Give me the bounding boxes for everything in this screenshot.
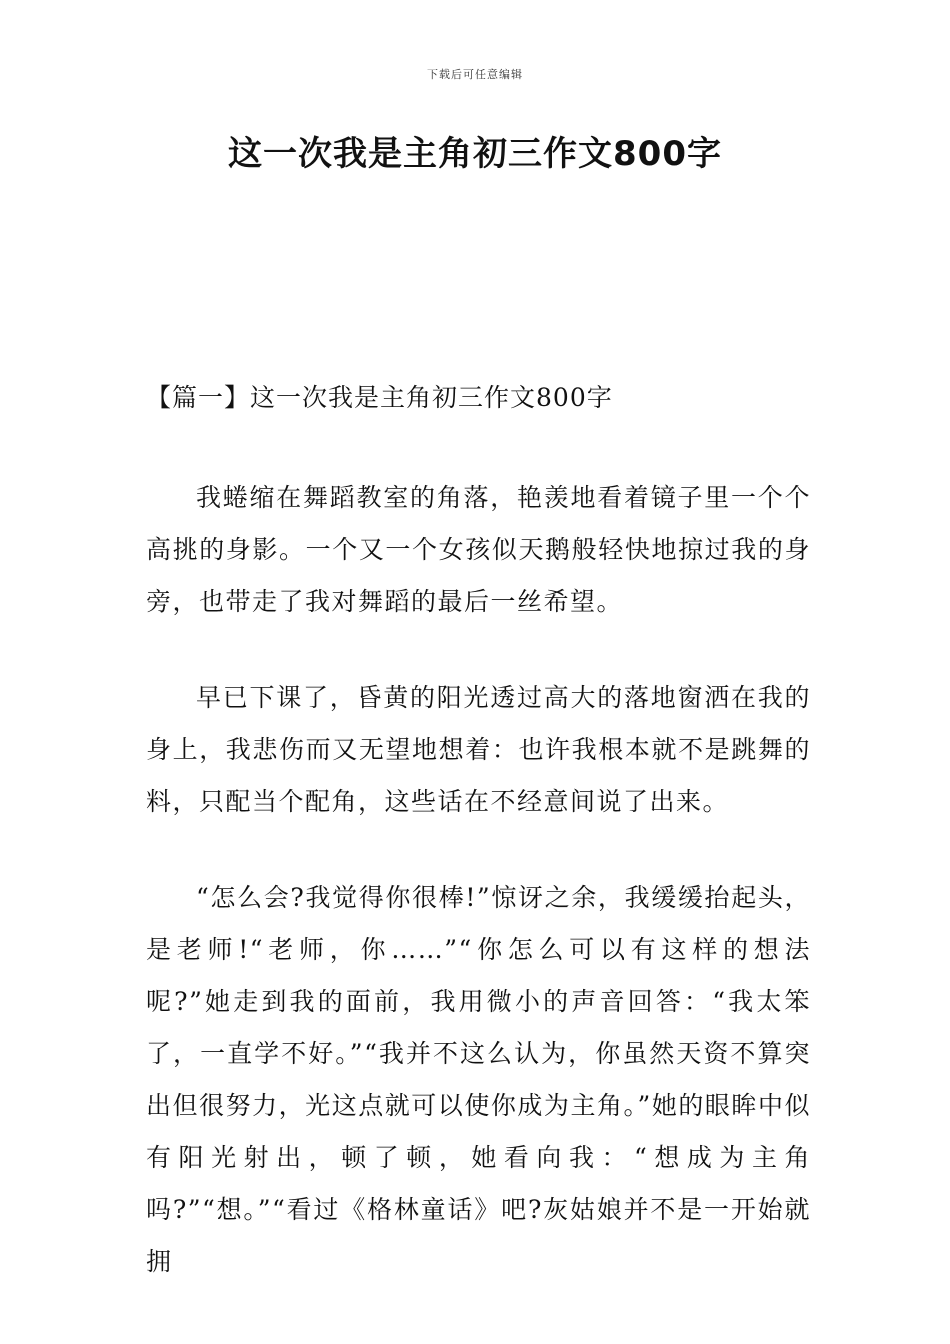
header-note: 下载后可任意编辑 [427, 68, 523, 81]
body-paragraph: 早已下课了，昏黄的阳光透过高大的落地窗洒在我的身上，我悲伤而又无望地想着：也许我根本就不是跳舞的料，只配当个配角，这些话在不经意间说了出来。 [146, 683, 811, 816]
section-heading: 【篇一】这一次我是主角初三作文800字 [146, 383, 613, 412]
body-paragraph: “怎么会?我觉得你很棒!”惊讶之余，我缓缓抬起头，是老师!“老师，你……”“你怎么可以有这样的想法呢?”她走到我的面前，我用微小的声音回答：“我太笨了，一直学不好。”“我并不这么认为，你虽然天资不算突出但很努力，光这点就可以使你成为主角。”她的眼眸中似有阳光射出，顿了顿，她看向我：“想成为主角吗?”“想。”“看过《格林童话》吧?灰姑娘并不是一开始就拥 [146, 883, 811, 1276]
document-title: 这一次我是主角初三作文800字 [228, 134, 722, 174]
body-paragraph: 我蜷缩在舞蹈教室的角落，艳羡地看着镜子里一个个高挑的身影。一个又一个女孩似天鹅般轻快地掠过我的身旁，也带走了我对舞蹈的最后一丝希望。 [146, 483, 811, 616]
